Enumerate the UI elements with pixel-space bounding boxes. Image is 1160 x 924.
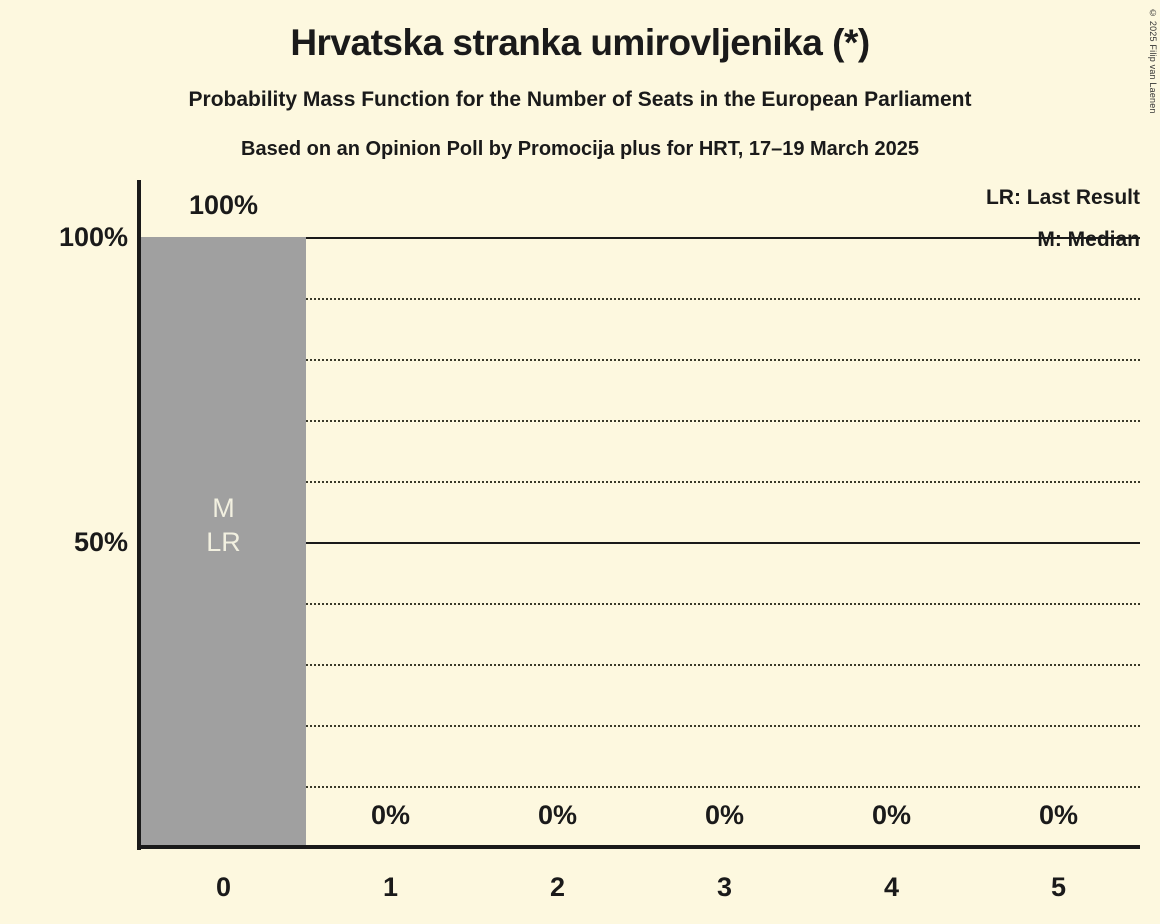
copyright-notice: © 2025 Filip van Laenen: [1148, 8, 1158, 114]
gridline-20: [306, 725, 1140, 727]
bar-value-label-3: 0%: [704, 800, 745, 830]
chart-title: Hrvatska stranka umirovljenika (*): [290, 22, 870, 63]
x-tick-label-0: 0: [215, 872, 232, 902]
gridline-50: [306, 542, 1140, 544]
x-axis-line: [137, 845, 1140, 849]
bar-value-label-5: 0%: [1038, 800, 1079, 830]
gridline-30: [306, 664, 1140, 666]
gridline-90: [306, 298, 1140, 300]
gridline-60: [306, 481, 1140, 483]
y-tick-label-50: 50%: [73, 527, 128, 557]
gridline-70: [306, 420, 1140, 422]
x-tick-label-5: 5: [1050, 872, 1067, 902]
bar-value-label-4: 0%: [871, 800, 912, 830]
legend-median: M: Median: [1037, 228, 1140, 251]
legend-last-result: LR: Last Result: [985, 186, 1140, 209]
x-tick-label-2: 2: [549, 872, 566, 902]
chart-subtitle: Probability Mass Function for the Number of Seats in the European Parliament: [188, 88, 972, 111]
bar-value-label-2: 0%: [537, 800, 578, 830]
gridline-10: [306, 786, 1140, 788]
x-tick-label-3: 3: [716, 872, 733, 902]
bar-marker-last-result: LR: [206, 527, 241, 557]
gridline-40: [306, 603, 1140, 605]
bar-marker-median: M: [212, 493, 235, 523]
gridline-80: [306, 359, 1140, 361]
x-tick-label-1: 1: [382, 872, 399, 902]
chart-source-note: Based on an Opinion Poll by Promocija plus for HRT, 17–19 March 2025: [241, 138, 919, 160]
x-tick-label-4: 4: [883, 872, 900, 902]
gridline-100: [306, 237, 1140, 239]
y-tick-label-100: 100%: [58, 222, 128, 252]
bar-value-label-1: 0%: [370, 800, 411, 830]
bar-value-label-0: 100%: [188, 190, 259, 220]
